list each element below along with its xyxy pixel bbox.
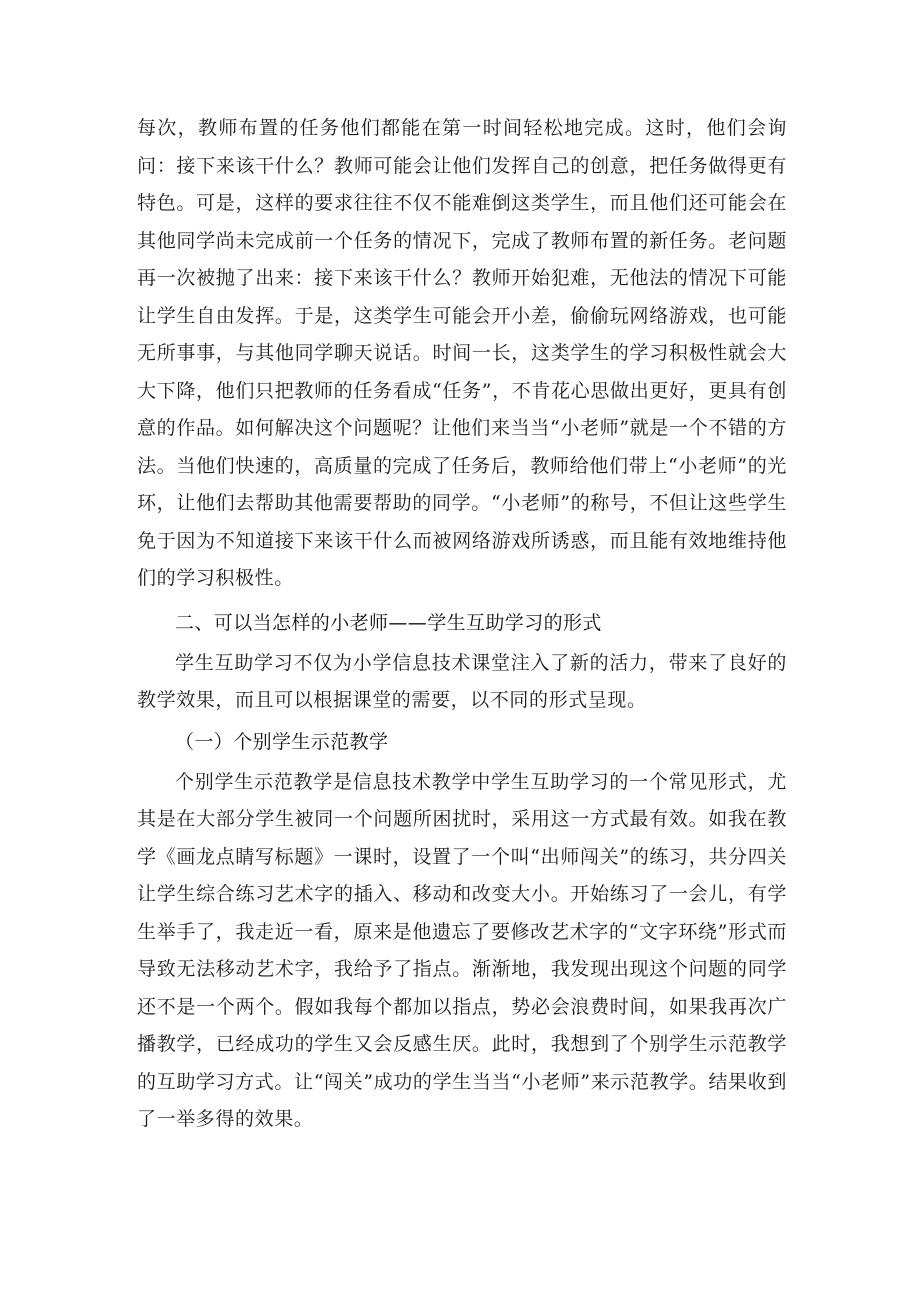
document-body [137, 110, 787, 1139]
paragraph-continuation: 每次，教师布置的任务他们都能在第一时间轻松地完成。这时，他们会询问：接下来该干什么？教师可能会让他们发挥自己的创意，把任务做得更有特色。可是，这样的要求往往不仅不能难倒这类学生，而且他们还可能会在其他同学尚未完成前一个任务的情况下，完成了教师布置的新任务。老问题再一次被抛了出来：接下来该干什么？教师开始犯难，无他法的情况下可能让学生自由发挥。于是，这类学生可能会开小差，偷偷玩网络游戏，也可能无所事事，与其他同学聊天说话。时间一长，这类学生的学习积极性就会大大下降，他们只把教师的任务看成“任务”，不肯花心思做出更好，更具有创意的作品。如何解决这个问题呢？让他们来当当“小老师”就是一个不错的方法。当他们快速的，高质量的完成了任务后，教师给他们带上“小老师”的光环，让他们去帮助其他需要帮助的同学。“小老师”的称号，不但让这些学生免于因为不知道接下来该干什么而被网络游戏所诱惑，而且能有效地维持他们的学习积极性。 [137, 117, 787, 589]
subsection-body-paragraph: 个别学生示范教学是信息技术教学中学生互助学习的一个常见形式，尤其是在大部分学生被同一个问题所困扰时，采用这一方式最有效。如我在教学《画龙点睛写标题》一课时，设置了一个叫“出师闯关”的练习，共分四关让学生综合练习艺术字的插入、移动和改变大小。开始练习了一会儿，有学生举手了，我走近一看，原来是他遗忘了要修改艺术字的“文字环绕”形式而导致无法移动艺术字，我给予了指点。渐渐地，我发现出现这个问题的同学还不是一个两个。假如我每个都加以指点，势必会浪费时间，如果我再次广播教学，已经成功的学生又会反感生厌。此时，我想到了个别学生示范教学的互助学习方式。让“闯关”成功的学生当当“小老师”来示范教学。结果收到了一举多得的效果。 [137, 770, 787, 1130]
subsection-heading: （一）个别学生示范教学 [175, 730, 389, 753]
section-heading: 二、可以当怎样的小老师——学生互助学习的形式 [175, 611, 602, 634]
section-intro-paragraph: 学生互助学习不仅为小学信息技术课堂注入了新的活力，带来了良好的教学效果，而且可以根据课堂的需要，以不同的形式呈现。 [137, 651, 787, 711]
